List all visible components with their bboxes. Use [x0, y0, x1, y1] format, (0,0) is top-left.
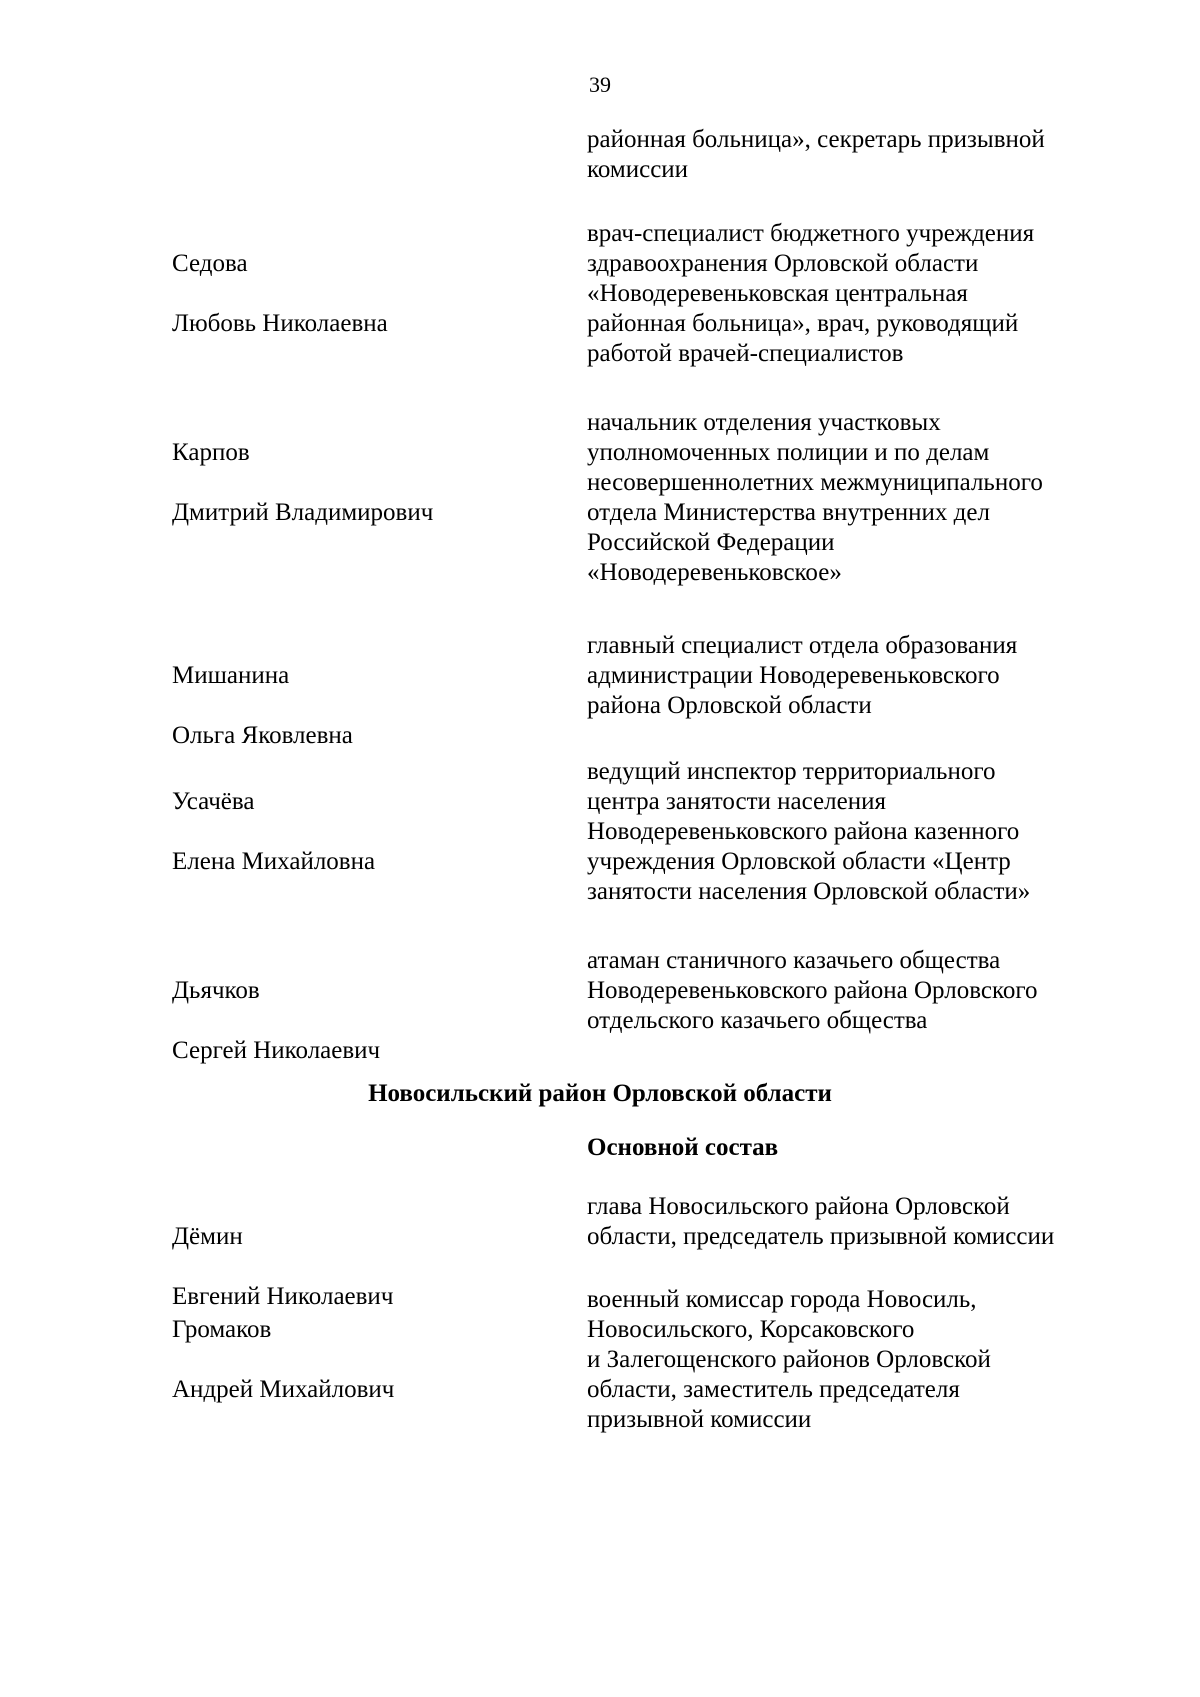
member-position: начальник отделения участковых уполномоченных полиции и по делам несовершеннолетних межмуниципального отдела Министерства внутренних дел Российской Федерации «Новодеревеньковское» [587, 409, 1043, 586]
member-surname: Дьячков [172, 977, 260, 1004]
subsection-heading: Основной состав [587, 1134, 779, 1161]
member-given-names: Ольга Яковлевна [172, 722, 353, 749]
member-surname: Карпов [172, 439, 250, 466]
member-surname: Мишанина [172, 662, 290, 689]
member-surname: Усачёва [172, 788, 255, 815]
member-position: глава Новосильского района Орловской области, председатель призывной комиссии [587, 1193, 1055, 1250]
continued-position-text: районная больница», секретарь призывной комиссии [587, 126, 1045, 183]
member-given-names: Сергей Николаевич [172, 1037, 381, 1064]
member-position: главный специалист отдела образования администрации Новодеревеньковского района Орловской области [587, 632, 1018, 719]
member-name [172, 757, 552, 907]
member-given-names: Евгений Николаевич [172, 1283, 394, 1310]
member-position: военный комиссар города Новосиль, Новосильского, Корсаковского и Залегощенского районов Орловской области, заместитель председателя призывной комиссии [587, 1286, 991, 1433]
member-surname: Дёмин [172, 1223, 243, 1250]
member-position: атаман станичного казачьего общества Новодеревеньковского района Орловского отдельского казачьего общества [587, 947, 1038, 1034]
member-name [172, 219, 552, 369]
member-given-names: Дмитрий Владимирович [172, 499, 434, 526]
member-name [172, 1285, 552, 1435]
member-surname: Седова [172, 250, 248, 277]
member-name [172, 946, 552, 1096]
member-given-names: Любовь Николаевна [172, 310, 388, 337]
member-given-names: Андрей Михайлович [172, 1376, 395, 1403]
section-heading: Новосильский район Орловской области [368, 1080, 832, 1107]
member-surname: Громаков [172, 1316, 272, 1343]
member-given-names: Елена Михайловна [172, 848, 376, 875]
page-number: 39 [589, 72, 611, 97]
member-position: ведущий инспектор территориального центра занятости населения Новодеревеньковского района казенного учреждения Орловской области «Центр занятости населения Орловской области» [587, 758, 1031, 905]
member-name [172, 408, 552, 558]
member-position: врач-специалист бюджетного учреждения здравоохранения Орловской области «Новодеревеньковская центральная районная больница», врач, руководящий работой врачей-специалистов [587, 220, 1035, 367]
